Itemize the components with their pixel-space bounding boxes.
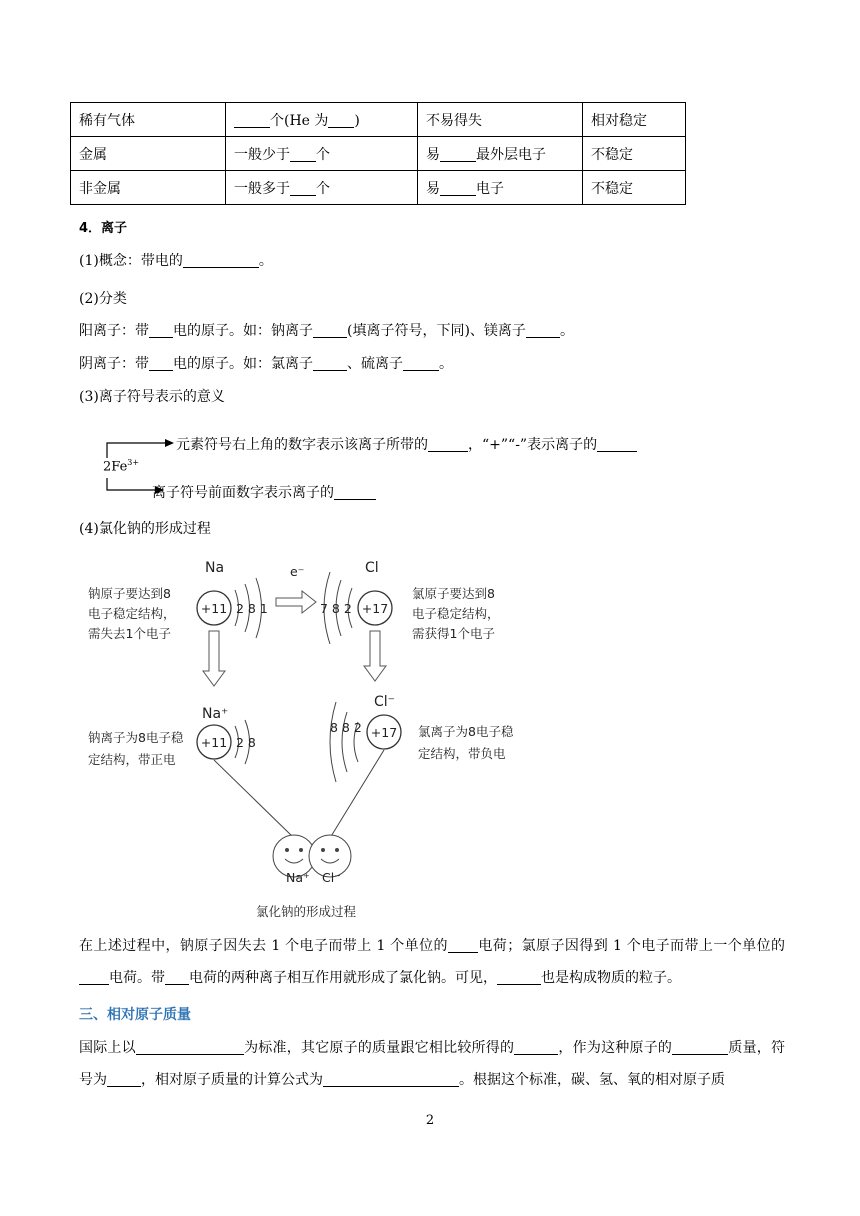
blank[interactable] — [448, 938, 478, 953]
blank[interactable] — [334, 485, 376, 500]
table-cell: 个(He 为 ) — [226, 103, 418, 137]
na-label: Na — [205, 560, 225, 576]
cation-line: 阳离子：带 电的原子。如：钠离子 (填离子符号，下同)、镁离子 。 — [79, 323, 574, 339]
blank[interactable] — [136, 1040, 244, 1055]
cl-desc: 氯原子要达到8 — [412, 586, 495, 601]
upper-arrow-line — [107, 443, 165, 458]
table-cell: 一般多于 个 — [226, 171, 418, 205]
arrow-head — [165, 439, 174, 447]
na-ion-nucleus-label: +11 — [200, 735, 228, 750]
table-cell: 稀有气体 — [71, 103, 226, 137]
table-cell: 不稳定 — [583, 171, 686, 205]
table-cell: 易 最外层电子 — [418, 137, 583, 171]
cl-desc: 需获得1个电子 — [412, 626, 495, 641]
blank[interactable] — [597, 437, 637, 452]
blank[interactable] — [183, 253, 259, 268]
atom-structure-table — [70, 102, 686, 205]
page-number: 2 — [425, 1113, 435, 1128]
blank[interactable] — [514, 1040, 558, 1055]
na-ion-shell-label: 2 8 — [236, 735, 256, 750]
cl-label: Cl — [365, 560, 379, 576]
bond-line — [214, 760, 294, 838]
table-cell: 非金属 — [71, 171, 226, 205]
cl-ion-nucleus-label: +17 — [370, 725, 398, 740]
cl-ion-shell-label: 8 8 2 — [330, 720, 362, 735]
blank[interactable] — [497, 970, 541, 985]
blank[interactable] — [323, 1072, 459, 1087]
upper-explanation: 元素符号右上角的数字表示该离子所带的 ，“+”“-”表示离子的 — [176, 434, 637, 454]
blank[interactable] — [526, 323, 560, 338]
blank[interactable] — [290, 147, 316, 162]
na-nucleus-label: +11 — [200, 601, 228, 616]
down-arrow — [203, 631, 225, 686]
blank[interactable] — [79, 970, 109, 985]
na-desc: 电子稳定结构， — [88, 606, 176, 621]
blank[interactable] — [234, 113, 270, 128]
blank[interactable] — [149, 323, 173, 338]
na-desc: 需失去1个电子 — [88, 626, 171, 641]
bond-line — [330, 750, 384, 838]
formation-heading: (4)氯化钠的形成过程 — [79, 521, 211, 537]
table-cell: 金属 — [71, 137, 226, 171]
meaning-heading: (3)离子符号表示的意义 — [79, 389, 225, 405]
electron-shell — [330, 702, 336, 782]
cl-nucleus-label: +17 — [361, 601, 389, 616]
blank[interactable] — [403, 356, 439, 371]
electron-transfer-arrow — [276, 591, 316, 613]
nacl-formation-figure — [76, 546, 522, 926]
blank[interactable] — [313, 323, 347, 338]
cl-desc: 电子稳定结构， — [412, 606, 500, 621]
na-ion-desc: 钠离子为8电子稳 — [88, 730, 184, 745]
lower-arrow-line — [107, 478, 155, 490]
na-ion-label: Na⁺ — [202, 706, 229, 722]
table-cell: 不稳定 — [583, 137, 686, 171]
lower-explanation: 离子符号前面数字表示离子的 — [152, 482, 376, 502]
electron-label: e⁻ — [290, 564, 305, 579]
na-shell-label: 2 8 1 — [236, 601, 268, 616]
blank[interactable] — [440, 181, 476, 196]
ion-symbol: $2Fe^{3+}$ — [103, 458, 140, 475]
table-cell: 易 电子 — [418, 171, 583, 205]
blank[interactable] — [107, 1072, 141, 1087]
na-ion-desc: 定结构，带正电 — [88, 752, 176, 767]
na-desc: 钠原子要达到8 — [88, 586, 171, 601]
classify-heading: (2)分类 — [79, 291, 127, 307]
blank[interactable] — [328, 113, 354, 128]
table-cell: 相对稳定 — [583, 103, 686, 137]
cl-ion-desc: 定结构，带负电 — [418, 746, 506, 761]
blank[interactable] — [428, 437, 468, 452]
concept-line: (1)概念：带电的 。 — [79, 253, 273, 269]
anion-line: 阴离子：带 电的原子。如：氯离子 、硫离子 。 — [79, 356, 453, 372]
blank[interactable] — [149, 356, 173, 371]
blank[interactable] — [672, 1040, 728, 1055]
down-arrow — [364, 631, 386, 681]
table-cell: 一般少于 个 — [226, 137, 418, 171]
face-na-label: Na⁺ — [286, 870, 310, 885]
blank[interactable] — [313, 356, 347, 371]
cl-ion-desc: 氯离子为8电子稳 — [418, 724, 514, 739]
blank[interactable] — [290, 181, 316, 196]
table-row — [71, 171, 686, 205]
face-cl-label: Cl⁻ — [322, 870, 341, 885]
blank[interactable] — [440, 147, 476, 162]
table-cell: 不易得失 — [418, 103, 583, 137]
table-row — [71, 103, 686, 137]
cl-shell-label: 7 8 2 — [320, 601, 352, 616]
relative-mass-paragraph: 国际上以 为标准，其它原子的质量跟它相比较所得的 ，作为这种原子的 质量，符号为 ，相对原子质量的计算公式为 。根据这个标准，碳、氢、氧的相对原子质 — [79, 1040, 786, 1088]
section-3-heading: 三、相对原子质量 — [79, 1007, 191, 1023]
blank[interactable] — [165, 970, 189, 985]
section-heading: 4．离子 — [79, 221, 128, 236]
cl-ion-label: Cl⁻ — [374, 694, 396, 710]
formation-paragraph: 在上述过程中，钠原子因失去 1 个电子而带上 1 个单位的 电荷；氯原子因得到 1 个电子而带上一个单位的电荷。带 电荷的两种离子相互作用就形成了氯化钠。可见， 也是构成物质的粒子。 — [79, 938, 785, 986]
table-row — [71, 137, 686, 171]
figure-caption: 氯化钠的形成过程 — [256, 904, 357, 919]
